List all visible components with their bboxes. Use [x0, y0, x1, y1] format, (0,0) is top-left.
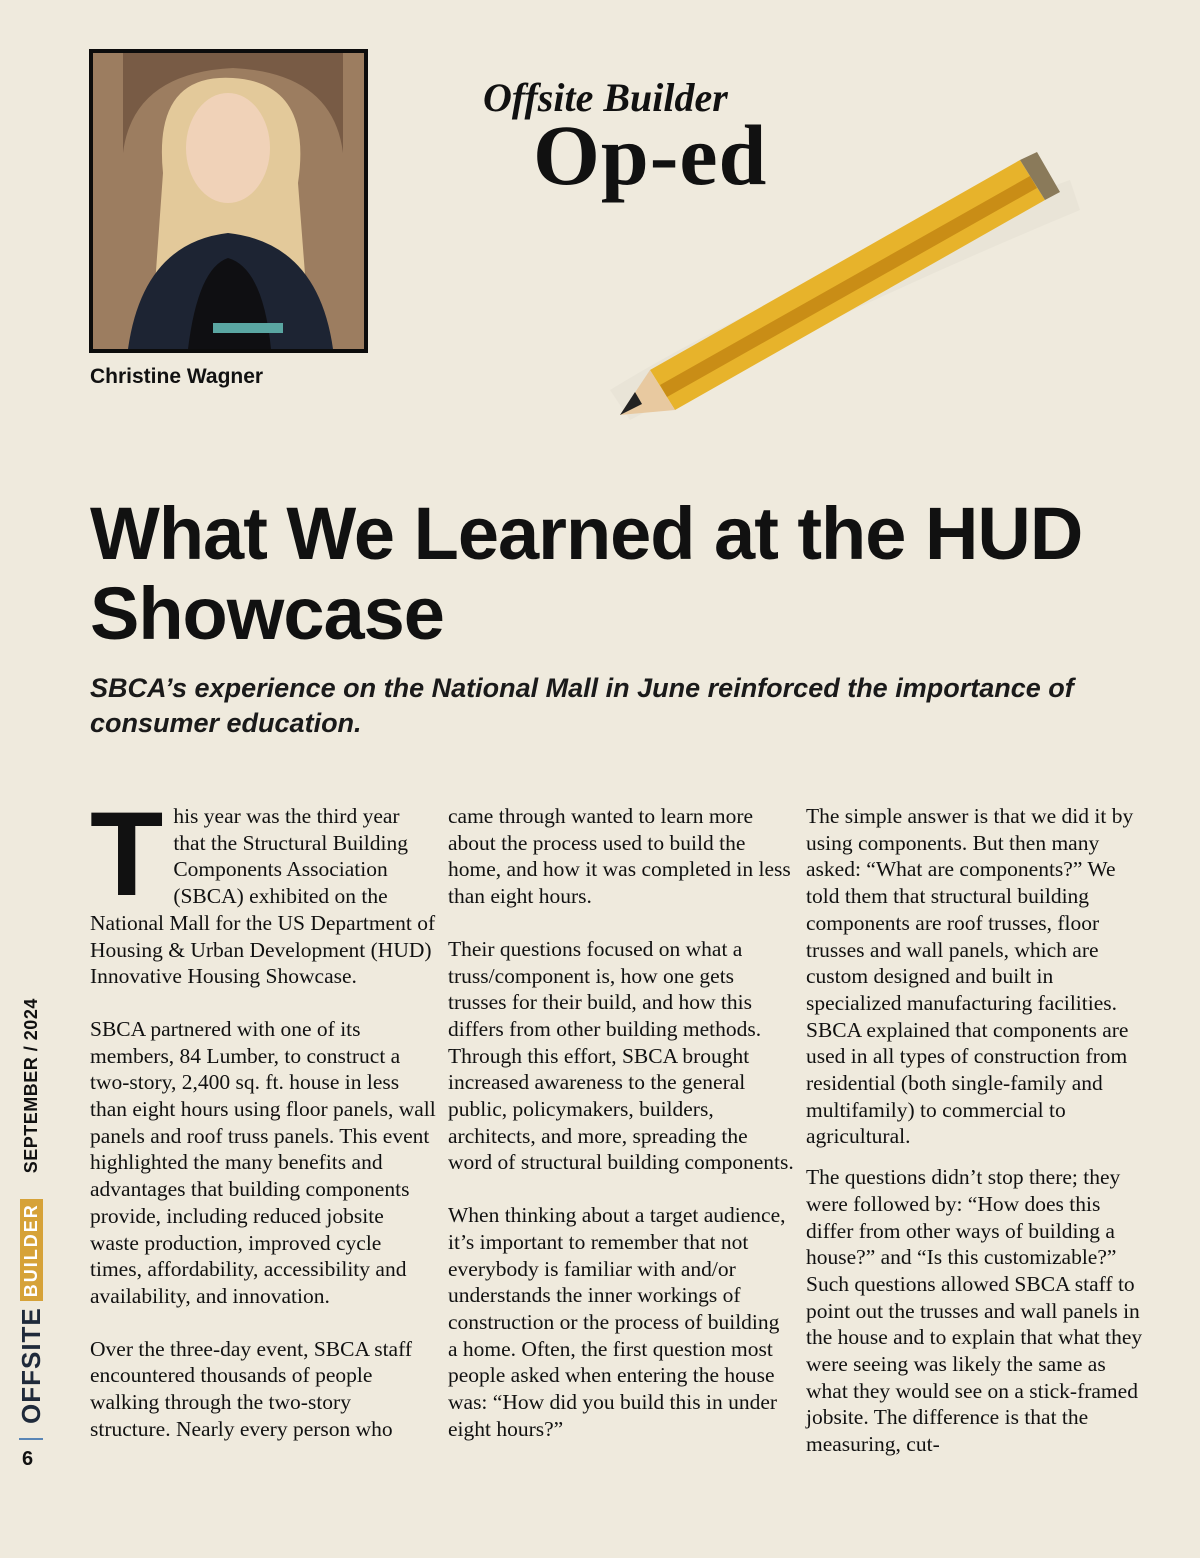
pencil-illustration [590, 140, 1090, 440]
issue-date: SEPTEMBER / 2024 [20, 998, 41, 1174]
article-headline: What We Learned at the HUD Showcase [90, 492, 1083, 655]
article-paragraph: When thinking about a target audience, it’s important to remember that not everybody is familiar with and/or understands the inner workings of construction or the process of building a home. Often, the first question most people asked when entering the house was: “How did you build this in under eight hours?” [448, 1203, 786, 1441]
spine-rule [19, 1438, 43, 1440]
article-column-2 [448, 803, 794, 1468]
drop-cap: T [90, 787, 164, 921]
brand-logo-builder: BUILDER [20, 1199, 43, 1301]
article-paragraph: came through wanted to learn more about the process used to build the home, and how it was completed in less than eight hours. [448, 804, 791, 909]
article-paragraph: Their questions focused on what a truss/component is, how one gets trusses for their build, and how this differs from other building methods. Through this effort, SBCA brought increased awareness to the general public, policymakers, builders, architects, and more, spreading the word of structural building components. [448, 936, 794, 1175]
article-paragraph: Over the three-day event, SBCA staff encountered thousands of people walking through the two-story structure. Nearly every person who [90, 1336, 413, 1441]
author-byline: Christine Wagner [90, 365, 264, 388]
section-title: Op-ed [533, 107, 768, 203]
article-column-1 [90, 787, 436, 1468]
page-number: 6 [22, 1448, 34, 1470]
section-label: Offsite Builder [483, 75, 728, 120]
brand-logo-offsite: OFFSITE [15, 1307, 46, 1424]
article-paragraph: his year was the third year that the Structural Building Components Association (SBCA) exhibited on the National Mall for the US Department of Housing & Urban Development (HUD) Innovative Housing Showcase. [90, 804, 436, 989]
article-paragraph: SBCA partnered with one of its members, 84 Lumber, to construct a two-story, 2,400 sq. ft. house in less than eight hours using floor panels, wall panels and roof truss panels. This event highlighted the many benefits and advantages that building components provide, including reduced jobsite waste production, improved cycle times, affordability, accessibility and availability, and innovation. [90, 1016, 436, 1308]
magazine-spine [16, 980, 46, 1440]
article-paragraph: The simple answer is that we did it by using components. But then many asked: “What are components?” We told them that structural building components are roof trusses, floor trusses and wall panels, which are custom designed and built in specialized manufacturing facilities. SBCA explained that components are used in all types of construction from residential (both single-family and multifamily) to commercial to agricultural. [806, 804, 1134, 1149]
article-column-3 [806, 803, 1152, 1484]
author-photo [89, 49, 368, 353]
article-paragraph: The questions didn’t stop there; they were followed by: “How does this differ from other ways of building a house?” and “Is this customizable?” Such questions allowed SBCA staff to point out the trusses and wall panels in the house and to explain that what they were seeing was likely the same as what they would see on a stick-framed jobsite. The difference is that the measuring, cut- [806, 1165, 1143, 1457]
article-deck: SBCA’s experience on the National Mall in June reinforced the importance of consumer education. [90, 673, 1074, 738]
